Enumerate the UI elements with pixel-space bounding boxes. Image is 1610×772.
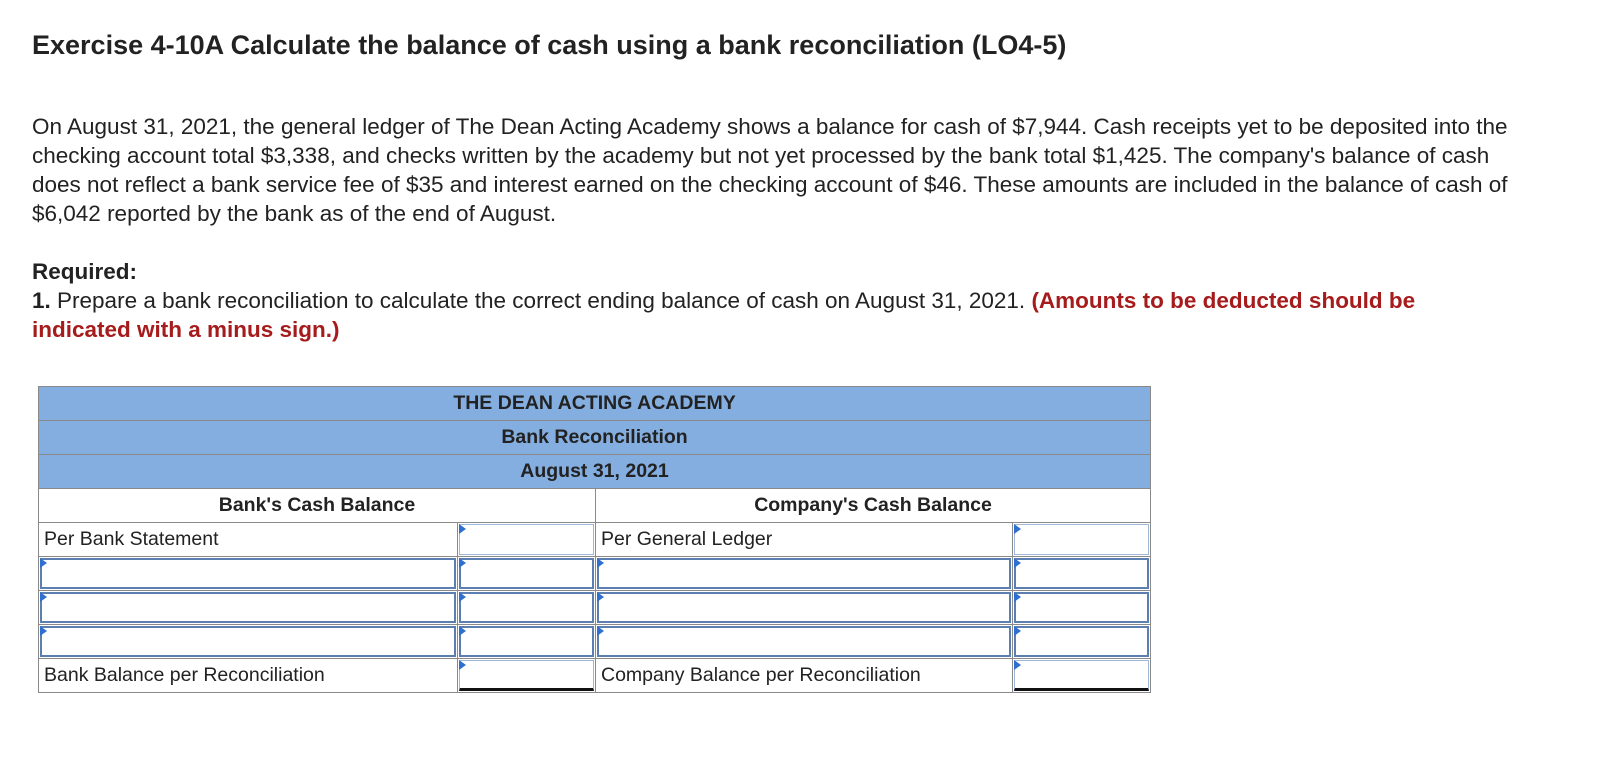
dropdown-marker-icon: [1014, 524, 1021, 534]
bank-item-cell: [39, 557, 458, 591]
question-1: [32, 286, 1512, 344]
general-ledger-amount-input[interactable]: [1014, 524, 1149, 555]
company-total-label: Company Balance per Reconciliation: [596, 659, 1013, 693]
dropdown-marker-icon: [1014, 558, 1021, 568]
bank-item-amount-input[interactable]: [459, 558, 594, 589]
bank-amount-cell: [458, 523, 596, 557]
bank-row-label: Per Bank Statement: [39, 523, 458, 557]
dropdown-marker-icon: [40, 558, 47, 568]
company-item-amount-input[interactable]: [1014, 626, 1149, 657]
company-name-header: THE DEAN ACTING ACADEMY: [39, 387, 1151, 421]
dropdown-marker-icon: [597, 592, 604, 602]
company-item-amount-input[interactable]: [1014, 592, 1149, 623]
required-label: Required:: [32, 259, 138, 284]
exercise-title: Exercise 4-10A Calculate the balance of cash using a bank reconciliation (LO4-5): [32, 30, 1067, 60]
bank-amount-cell: [458, 625, 596, 659]
dropdown-marker-icon: [459, 558, 466, 568]
company-item-amount-input[interactable]: [1014, 558, 1149, 589]
statement-title-header: Bank Reconciliation: [39, 421, 1151, 455]
company-total-cell: [1013, 659, 1151, 693]
company-balance-total-input[interactable]: [1014, 660, 1149, 691]
company-cash-balance-heading: Company's Cash Balance: [596, 489, 1151, 523]
bank-statement-amount-input[interactable]: [459, 524, 594, 555]
bank-item-cell: [39, 591, 458, 625]
question-note: (Amounts to be deducted should be indicated with a minus sign.): [32, 288, 1416, 342]
bank-item-select[interactable]: [40, 592, 456, 623]
bank-cash-balance-heading: Bank's Cash Balance: [39, 489, 596, 523]
problem-text: On August 31, 2021, the general ledger of The Dean Acting Academy shows a balance for cash of $7,944. Cash receipts yet to be deposited into the checking account total $3,338, and checks written by the academy but not yet processed by the bank total $1,425. The company's balance of cash does not reflect a bank service fee of $35 and interest earned on the checking account of $46. These amounts are included in the balance of cash of $6,042 reported by the bank as of the end of August.: [32, 114, 1508, 226]
dropdown-marker-icon: [459, 626, 466, 636]
company-item-select[interactable]: [597, 558, 1011, 589]
dropdown-marker-icon: [40, 592, 47, 602]
bank-reconciliation-table: [38, 386, 1151, 693]
dropdown-marker-icon: [597, 558, 604, 568]
bank-item-cell: [39, 625, 458, 659]
company-item-cell: [596, 591, 1013, 625]
company-amount-cell: [1013, 523, 1151, 557]
dropdown-marker-icon: [459, 592, 466, 602]
company-amount-cell: [1013, 557, 1151, 591]
company-item-select[interactable]: [597, 592, 1011, 623]
bank-item-select[interactable]: [40, 558, 456, 589]
dropdown-marker-icon: [1014, 592, 1021, 602]
bank-total-cell: [458, 659, 596, 693]
dropdown-marker-icon: [597, 626, 604, 636]
bank-item-amount-input[interactable]: [459, 626, 594, 657]
question-text: Prepare a bank reconciliation to calculate the correct ending balance of cash on August 31, 2021.: [57, 288, 1026, 313]
dropdown-marker-icon: [459, 660, 466, 670]
company-item-cell: [596, 625, 1013, 659]
bank-item-amount-input[interactable]: [459, 592, 594, 623]
company-item-select[interactable]: [597, 626, 1011, 657]
dropdown-marker-icon: [1014, 626, 1021, 636]
company-row-label: Per General Ledger: [596, 523, 1013, 557]
dropdown-marker-icon: [40, 626, 47, 636]
company-amount-cell: [1013, 591, 1151, 625]
question-number: 1.: [32, 288, 51, 313]
bank-item-select[interactable]: [40, 626, 456, 657]
bank-amount-cell: [458, 557, 596, 591]
statement-date-header: August 31, 2021: [39, 455, 1151, 489]
company-item-cell: [596, 557, 1013, 591]
bank-total-label: Bank Balance per Reconciliation: [39, 659, 458, 693]
dropdown-marker-icon: [1014, 660, 1021, 670]
dropdown-marker-icon: [459, 524, 466, 534]
required-section: [32, 257, 1512, 344]
bank-amount-cell: [458, 591, 596, 625]
company-amount-cell: [1013, 625, 1151, 659]
bank-balance-total-input[interactable]: [459, 660, 594, 691]
